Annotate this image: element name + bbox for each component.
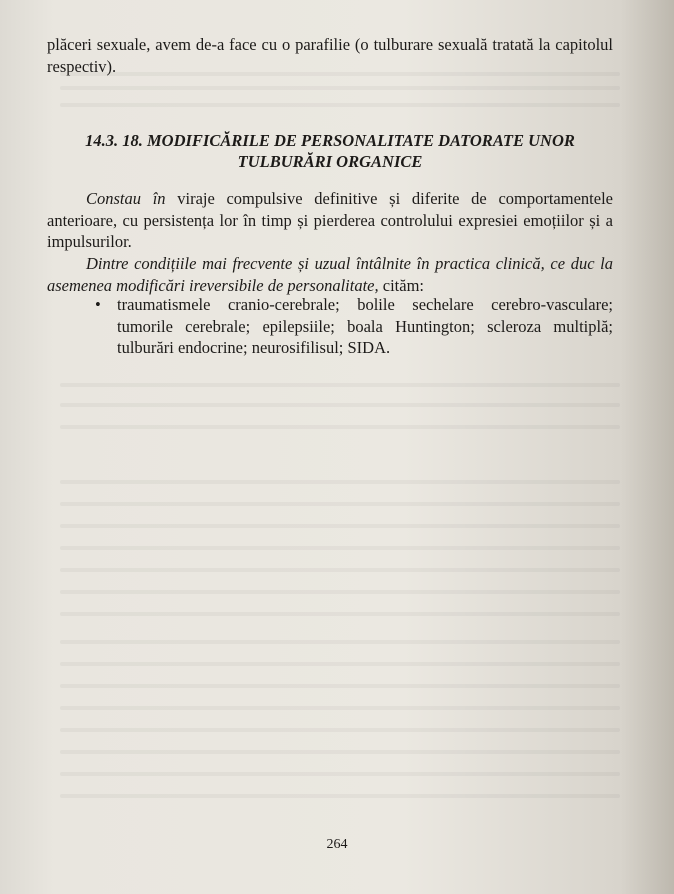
bleed-through-line	[60, 568, 620, 572]
page-number: 264	[326, 837, 348, 852]
paragraph-body: viraje compulsive definitive și diferite de comportamentele anterioare, cu persistența lor în timp și pierderea controlului expresiei emoțiilor și a impulsurilor.	[47, 189, 613, 251]
bleed-through-line	[60, 728, 620, 732]
bleed-through-line	[60, 524, 620, 528]
bleed-through-line	[60, 86, 620, 90]
bleed-through-line	[60, 502, 620, 506]
bleed-through-line	[60, 706, 620, 710]
paragraph-lead: Constau în	[86, 189, 166, 208]
conditions-paragraph	[47, 253, 613, 296]
bleed-through-line	[60, 612, 620, 616]
paragraph-tail: cităm:	[378, 275, 424, 295]
bleed-through-line	[60, 103, 620, 107]
bleed-through-line	[60, 480, 620, 484]
bleed-through-line	[60, 383, 620, 387]
bleed-through-line	[60, 794, 620, 798]
definition-paragraph	[47, 188, 613, 253]
bullet-icon: •	[95, 295, 101, 314]
bleed-through-line	[60, 750, 620, 754]
bleed-through-line	[60, 772, 620, 776]
bleed-through-line	[60, 640, 620, 644]
bleed-through-line	[60, 684, 620, 688]
list-item	[95, 294, 613, 359]
bleed-through-line	[60, 590, 620, 594]
bleed-through-line	[60, 425, 620, 429]
conditions-list	[95, 294, 613, 359]
paragraph-italic-intro: Dintre condițiile mai frecvente și uzual întâlnite în practica clinică, ce duc la asemenea modificări ireversibile de personalitate,	[47, 254, 613, 295]
list-item-text: traumatismele cranio-cerebrale; bolile sechelare cerebro-vasculare; tumorile cerebrale; epilepsiile; boala Huntington; scleroza multiplă; tulburări endocrine; neurosifilisul; SIDA.	[117, 295, 613, 357]
bleed-through-line	[60, 662, 620, 666]
intro-paragraph: plăceri sexuale, avem de-a face cu o parafilie (o tulburare sexuală tratată la capitolul respectiv).	[47, 35, 613, 76]
section-heading: 14.3. 18. MODIFICĂRILE DE PERSONALITATE DATORATE UNOR TULBURĂRI ORGANICE	[85, 131, 575, 171]
bleed-through-line	[60, 546, 620, 550]
bleed-through-line	[60, 403, 620, 407]
